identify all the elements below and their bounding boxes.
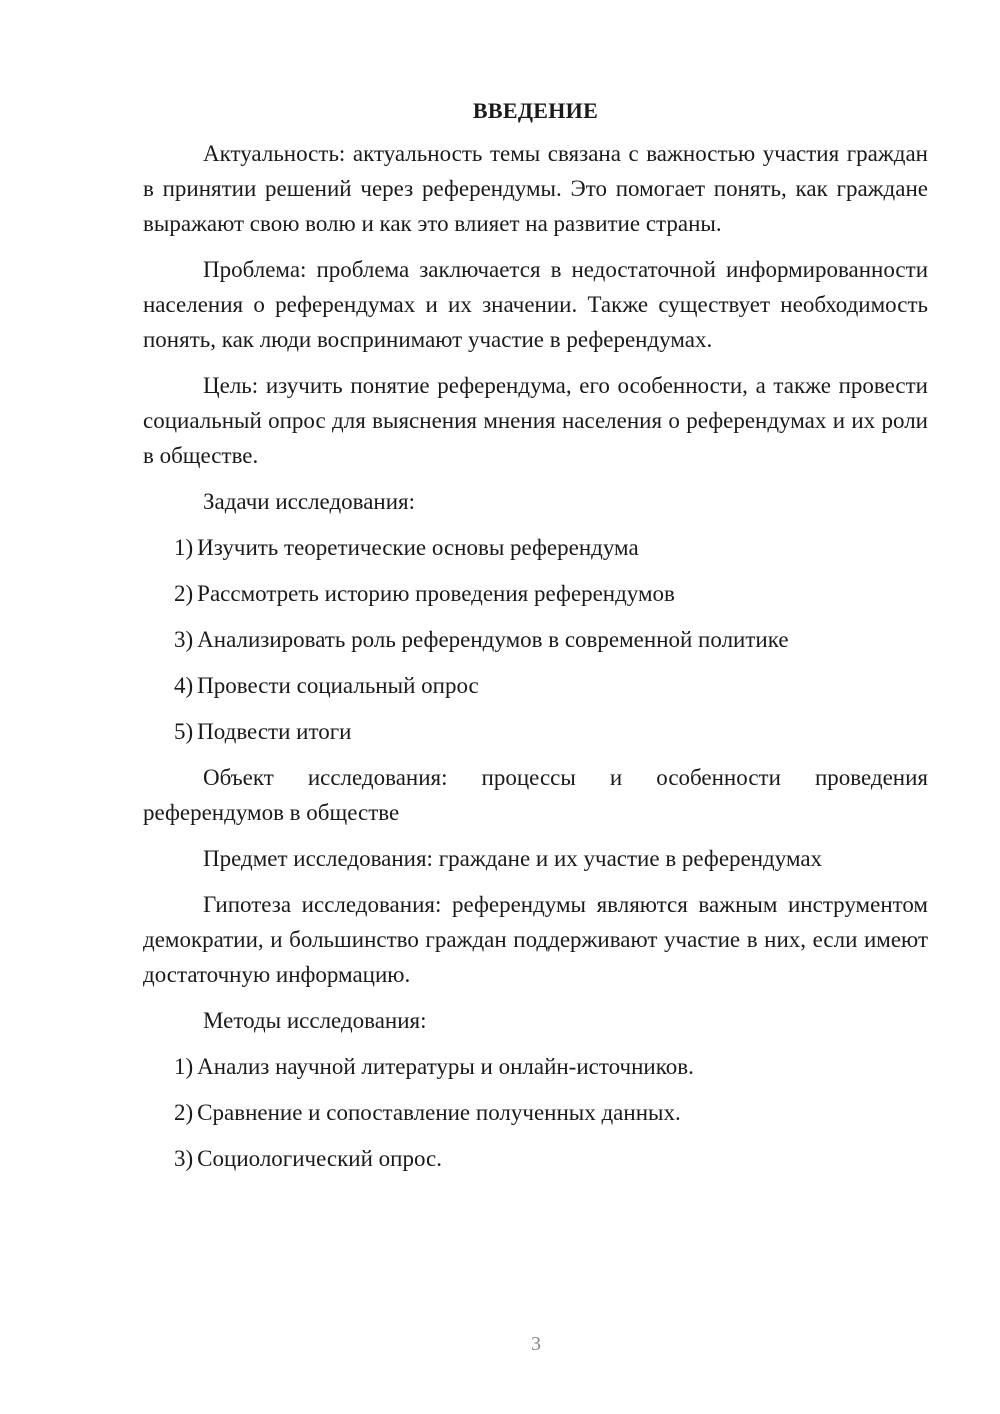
list-item-text: Провести социальный опрос (197, 673, 479, 698)
list-item (143, 576, 928, 611)
page-content (143, 96, 928, 1187)
list-item-text: Подвести итоги (197, 719, 352, 744)
problem-paragraph: Проблема: проблема заключается в недостаточной информированности населения о референдумах и их значении. Также существует необходимость понять, как люди воспринимают участие в референдумах. (143, 257, 928, 352)
list-item-text: Анализировать роль референдумов в современной политике (197, 627, 789, 652)
list-item-text: Сравнение и сопоставление полученных данных. (197, 1100, 681, 1125)
list-item-number: 1) (174, 1054, 194, 1079)
section-title: ВВЕДЕНИЕ (472, 98, 599, 123)
subject-paragraph: Предмет исследования: граждане и их участие в референдумах (203, 846, 823, 871)
list-item-number: 5) (174, 719, 194, 744)
list-item-number: 3) (174, 1146, 194, 1171)
list-item-number: 2) (174, 581, 194, 606)
list-item (143, 1095, 928, 1130)
relevance-paragraph: Актуальность: актуальность темы связана с важностью участия граждан в принятии решений через референдумы. Это помогает понять, как граждане выражают свою волю и как это влияет на развитие страны. (143, 141, 928, 236)
goal-paragraph: Цель: изучить понятие референдума, его особенности, а также провести социальный опрос для выяснения мнения населения о референдумах и их роли в обществе. (143, 373, 928, 468)
list-item-number: 1) (174, 535, 194, 560)
list-item-text: Рассмотреть историю проведения референдумов (197, 581, 675, 606)
list-item-number: 4) (174, 673, 194, 698)
list-item-number: 3) (174, 627, 194, 652)
list-item-text: Социологический опрос. (197, 1146, 442, 1171)
list-item-text: Анализ научной литературы и онлайн-источников. (197, 1054, 694, 1079)
list-item (143, 530, 928, 565)
list-item (143, 1141, 928, 1176)
tasks-list (143, 530, 928, 749)
tasks-label: Задачи исследования: (203, 489, 416, 514)
list-item-number: 2) (174, 1100, 194, 1125)
list-item (143, 714, 928, 749)
methods-label: Методы исследования: (203, 1008, 427, 1033)
methods-list (143, 1049, 928, 1176)
hypothesis-paragraph: Гипотеза исследования: референдумы являются важным инструментом демократии, и большинство граждан поддерживают участие в них, если имеют достаточную информацию. (143, 892, 928, 987)
object-paragraph: Объект исследования: процессы и особенности проведения референдумов в обществе (143, 765, 928, 825)
list-item (143, 1049, 928, 1084)
list-item (143, 622, 928, 657)
page-number: 3 (531, 1333, 541, 1355)
list-item-text: Изучить теоретические основы референдума (197, 535, 639, 560)
list-item (143, 668, 928, 703)
